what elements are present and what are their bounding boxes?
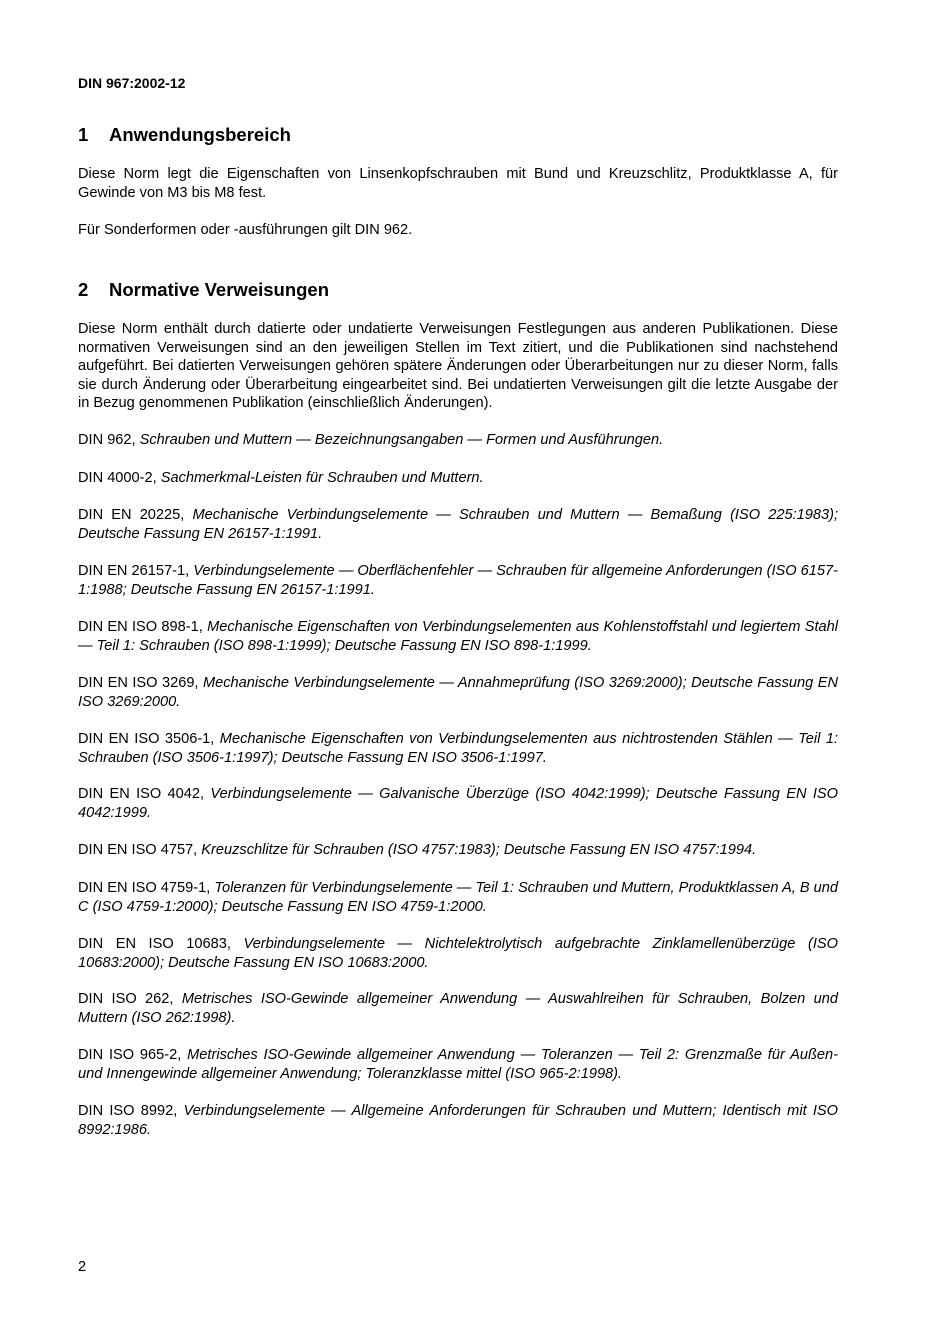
special-forms-paragraph: Für Sonderformen oder -ausführungen gilt DIN 962. (78, 222, 413, 238)
reference-title: Metrisches ISO-Gewinde allgemeiner Anwendung — Toleranzen — Teil 2: Grenzmaße für Außen- und Innengewinde allgemeiner Anwendung; Toleranzklasse mittel (ISO 965-2:1998). (78, 1047, 838, 1082)
reference-title: Toleranzen für Verbindungselemente — Teil 1: Schrauben und Muttern, Produktklassen A, B und C (ISO 4759-1:2000); Deutsche Fassung EN ISO 4759-1:2000. (78, 880, 839, 915)
reference-code: DIN ISO 8992, (78, 1103, 178, 1119)
reference-code: DIN EN ISO 10683, (78, 936, 231, 952)
document-id: DIN 967:2002-12 (78, 75, 186, 91)
reference-item (78, 469, 838, 488)
reference-title: Kreuzschlitze für Schrauben (ISO 4757:1983); Deutsche Fassung EN ISO 4757:1994. (201, 842, 757, 858)
reference-code: DIN EN ISO 4757, (78, 842, 198, 858)
page-number: 2 (78, 1259, 87, 1275)
reference-item (78, 990, 838, 1027)
reference-code: DIN 4000-2, (78, 470, 157, 486)
reference-title: Verbindungselemente — Allgemeine Anforderungen für Schrauben und Muttern; Identisch mit ISO 8992:1986. (78, 1103, 838, 1138)
reference-code: DIN EN ISO 898-1, (78, 619, 203, 635)
reference-code: DIN EN ISO 3506-1, (78, 731, 215, 747)
reference-title: Verbindungselemente — Oberflächenfehler — Schrauben für allgemeine Anforderungen (ISO 6157-1:1988; Deutsche Fassung EN 26157-1:1991. (78, 563, 838, 598)
reference-item (78, 785, 838, 822)
reference-code: DIN ISO 262, (78, 991, 174, 1007)
reference-item (78, 431, 838, 450)
reference-code: DIN EN ISO 4042, (78, 786, 205, 802)
reference-title: Mechanische Verbindungselemente — Schrauben und Muttern — Bemaßung (ISO 225:1983); Deutsche Fassung EN 26157-1:1991. (78, 507, 838, 542)
section-title: Normative Verweisungen (109, 279, 330, 300)
reference-title: Schrauben und Muttern — Bezeichnungsangaben — Formen und Ausführungen. (139, 432, 664, 448)
reference-title: Sachmerkmal-Leisten für Schrauben und Muttern. (160, 470, 484, 486)
reference-item (78, 618, 838, 655)
document-page (78, 0, 838, 1344)
reference-title: Metrisches ISO-Gewinde allgemeiner Anwendung — Auswahlreihen für Schrauben, Bolzen und Muttern (ISO 262:1998). (78, 991, 838, 1026)
reference-item (78, 879, 838, 916)
reference-code: DIN EN 26157-1, (78, 563, 190, 579)
reference-title: Mechanische Verbindungselemente — Annahmeprüfung (ISO 3269:2000); Deutsche Fassung EN ISO 3269:2000. (78, 675, 838, 710)
reference-code: DIN EN 20225, (78, 507, 185, 523)
reference-item (78, 730, 838, 767)
section-title: Anwendungsbereich (109, 124, 291, 145)
reference-item (78, 1046, 838, 1083)
reference-title: Mechanische Eigenschaften von Verbindungselementen aus nichtrostenden Stählen — Teil 1: Schrauben (ISO 3506-1:1997); Deutsche Fassung EN ISO 3506-1:1997. (78, 731, 838, 766)
section-number: 1 (78, 124, 89, 145)
reference-code: DIN 962, (78, 432, 136, 448)
reference-title: Mechanische Eigenschaften von Verbindungselementen aus Kohlenstoffstahl und legiertem Stahl — Teil 1: Schrauben (ISO 898-1:1999); Deutsche Fassung EN ISO 898-1:1999. (78, 619, 838, 654)
scope-paragraph: Diese Norm legt die Eigenschaften von Linsenkopfschrauben mit Bund und Kreuzschlitz, Produktklasse A, für Gewinde von M3 bis M8 fest. (78, 166, 838, 201)
section-heading-scope (78, 124, 291, 146)
reference-item (78, 506, 838, 543)
reference-item (78, 935, 838, 972)
reference-item (78, 841, 838, 860)
reference-item (78, 1102, 838, 1139)
section-heading-normative-references (78, 279, 329, 301)
reference-item (78, 562, 838, 599)
reference-code: DIN EN ISO 4759-1, (78, 880, 211, 896)
reference-code: DIN ISO 965-2, (78, 1047, 182, 1063)
reference-title: Verbindungselemente — Nichtelektrolytisch aufgebrachte Zinklamellenüberzüge (ISO 10683:2000); Deutsche Fassung EN ISO 10683:2000. (78, 936, 838, 971)
reference-code: DIN EN ISO 3269, (78, 675, 199, 691)
normative-intro-paragraph: Diese Norm enthält durch datierte oder undatierte Verweisungen Festlegungen aus anderen Publikationen. Diese normativen Verweisungen sind an den jeweiligen Stellen im Text zitiert, und die Publikationen sind nachstehend aufgeführt. Bei datierten Verweisungen gehören spätere Änderungen oder Überarbeitungen nur zu dieser Norm, falls sie durch Änderung oder Überarbeitung eingearbeitet sind. Bei undatierten Verweisungen gilt die letzte Ausgabe der in Bezug genommenen Publikation (einschließlich Änderungen). (78, 321, 838, 412)
reference-item (78, 674, 838, 711)
reference-title: Verbindungselemente — Galvanische Überzüge (ISO 4042:1999); Deutsche Fassung EN ISO 4042:1999. (78, 786, 838, 821)
section-number: 2 (78, 279, 89, 300)
